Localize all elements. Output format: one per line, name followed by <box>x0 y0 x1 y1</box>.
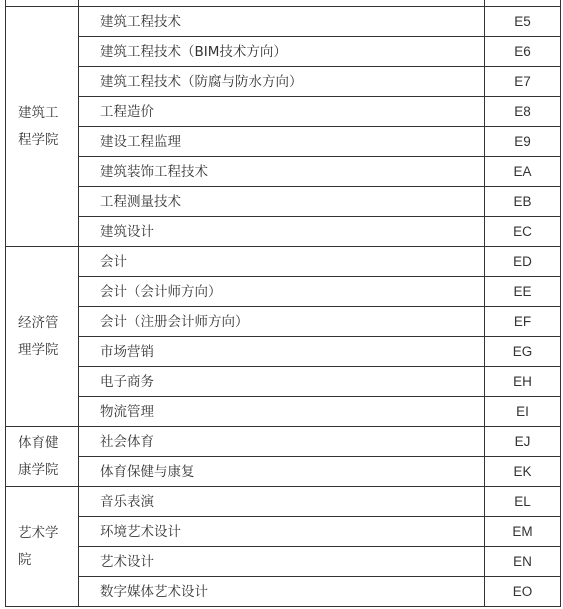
code-cell: EM <box>485 517 561 547</box>
table-body <box>6 0 561 607</box>
major-cell: 物流管理 <box>79 397 485 427</box>
major-cell: 建筑工程技术 <box>79 7 485 37</box>
college-name: 经济管理学院 <box>18 314 59 358</box>
college-cell <box>6 247 79 427</box>
code-cell: EC <box>485 217 561 247</box>
major-cell: 建筑工程技术（BIM技术方向） <box>79 37 485 67</box>
code-cell: EB <box>485 187 561 217</box>
code-cell: EE <box>485 277 561 307</box>
table-row <box>6 427 561 457</box>
table-row <box>6 187 561 217</box>
college-name: 建筑工程学院 <box>18 104 59 148</box>
major-cell: 电子商务 <box>79 367 485 397</box>
major-cell: 建设工程监理 <box>79 127 485 157</box>
major-cell: 社会体育 <box>79 427 485 457</box>
major-cell: 数字媒体艺术设计 <box>79 577 485 607</box>
code-cell: EG <box>485 337 561 367</box>
code-cell: EO <box>485 577 561 607</box>
major-cell: 音乐表演 <box>79 487 485 517</box>
major-code-table <box>5 0 561 607</box>
table-row <box>6 307 561 337</box>
code-cell: EL <box>485 487 561 517</box>
table-row <box>6 217 561 247</box>
table-row <box>6 397 561 427</box>
code-cell: E5 <box>485 7 561 37</box>
college-cell <box>6 427 79 487</box>
college-cell <box>6 487 79 607</box>
code-cell: ED <box>485 247 561 277</box>
table-row <box>6 97 561 127</box>
table-row <box>6 367 561 397</box>
table-row <box>6 67 561 97</box>
code-cell: EK <box>485 457 561 487</box>
table-row <box>6 37 561 67</box>
code-cell: EI <box>485 397 561 427</box>
major-cell: 环境艺术设计 <box>79 517 485 547</box>
table-row <box>6 7 561 37</box>
code-cell: E9 <box>485 127 561 157</box>
table-row <box>6 337 561 367</box>
table-row <box>6 157 561 187</box>
major-cell: 会计（注册会计师方向） <box>79 307 485 337</box>
code-cell: EA <box>485 157 561 187</box>
major-cell: 体育保健与康复 <box>79 457 485 487</box>
major-cell: 市场营销 <box>79 337 485 367</box>
table-row <box>6 457 561 487</box>
code-cell: E7 <box>485 67 561 97</box>
college-name: 体育健康学院 <box>18 434 59 478</box>
table-row <box>6 547 561 577</box>
table-row <box>6 277 561 307</box>
table-row <box>6 247 561 277</box>
major-cell: 会计 <box>79 247 485 277</box>
college-cell <box>6 7 79 247</box>
major-cell: 建筑装饰工程技术 <box>79 157 485 187</box>
major-cell: 建筑工程技术（防腐与防水方向） <box>79 67 485 97</box>
table-row <box>6 487 561 517</box>
code-cell: EH <box>485 367 561 397</box>
code-cell: E6 <box>485 37 561 67</box>
code-cell: EN <box>485 547 561 577</box>
major-cell: 会计（会计师方向） <box>79 277 485 307</box>
code-cell: E8 <box>485 97 561 127</box>
code-cell: EF <box>485 307 561 337</box>
major-cell: 艺术设计 <box>79 547 485 577</box>
table-row <box>6 577 561 607</box>
table-row <box>6 127 561 157</box>
college-name: 艺术学院 <box>18 524 59 568</box>
table-row <box>6 517 561 547</box>
code-cell: EJ <box>485 427 561 457</box>
major-cell: 建筑设计 <box>79 217 485 247</box>
major-cell: 工程造价 <box>79 97 485 127</box>
major-cell: 工程测量技术 <box>79 187 485 217</box>
